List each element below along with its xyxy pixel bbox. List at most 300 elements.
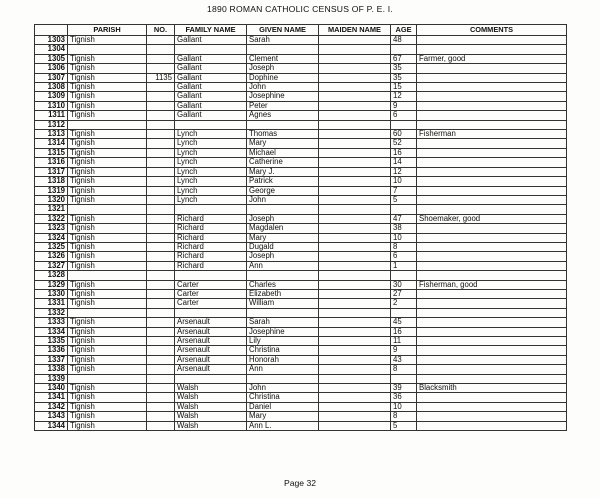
parish-cell: Tignish — [68, 318, 147, 327]
comments-cell — [417, 101, 567, 110]
no-cell — [147, 139, 175, 148]
row-number-cell: 1329 — [35, 280, 68, 289]
comments-cell — [417, 186, 567, 195]
maiden-name-cell — [319, 346, 391, 355]
family-name-cell: Lynch — [175, 195, 247, 204]
age-cell: 6 — [391, 111, 417, 120]
table-row — [35, 224, 567, 233]
comments-cell: Fisherman — [417, 130, 567, 139]
given-name-cell: George — [247, 186, 319, 195]
table-row — [35, 177, 567, 186]
no-cell — [147, 252, 175, 261]
no-cell — [147, 318, 175, 327]
family-name-cell: Lynch — [175, 177, 247, 186]
age-cell: 10 — [391, 177, 417, 186]
no-cell — [147, 233, 175, 242]
maiden-name-cell — [319, 421, 391, 430]
parish-cell: Tignish — [68, 365, 147, 374]
parish-cell: Tignish — [68, 195, 147, 204]
comments-cell — [417, 92, 567, 101]
age-cell: 9 — [391, 101, 417, 110]
given-name-cell — [247, 374, 319, 383]
maiden-name-cell — [319, 402, 391, 411]
no-cell — [147, 393, 175, 402]
family-name-cell: Walsh — [175, 393, 247, 402]
family-name-cell: Gallant — [175, 111, 247, 120]
comments-cell — [417, 252, 567, 261]
no-cell — [147, 205, 175, 214]
given-name-cell — [247, 120, 319, 129]
row-number-cell: 1342 — [35, 402, 68, 411]
no-cell — [147, 158, 175, 167]
age-cell: 7 — [391, 186, 417, 195]
row-number-cell: 1328 — [35, 271, 68, 280]
row-number-cell: 1315 — [35, 148, 68, 157]
maiden-name-cell — [319, 158, 391, 167]
table-row — [35, 83, 567, 92]
age-cell: 6 — [391, 252, 417, 261]
table-row — [35, 374, 567, 383]
given-name-cell: Dugald — [247, 242, 319, 251]
comments-cell — [417, 365, 567, 374]
no-cell — [147, 54, 175, 63]
col-header-comments: COMMENTS — [417, 25, 567, 36]
parish-cell: Tignish — [68, 64, 147, 73]
parish-cell: Tignish — [68, 177, 147, 186]
table-row — [35, 318, 567, 327]
given-name-cell — [247, 308, 319, 317]
family-name-cell — [175, 271, 247, 280]
comments-cell — [417, 393, 567, 402]
parish-cell: Tignish — [68, 73, 147, 82]
comments-cell — [417, 308, 567, 317]
given-name-cell: Ann — [247, 365, 319, 374]
family-name-cell — [175, 308, 247, 317]
comments-cell — [417, 289, 567, 298]
row-number-cell: 1333 — [35, 318, 68, 327]
comments-cell — [417, 337, 567, 346]
table-row — [35, 64, 567, 73]
family-name-cell: Gallant — [175, 101, 247, 110]
row-number-cell: 1332 — [35, 308, 68, 317]
maiden-name-cell — [319, 365, 391, 374]
table-row — [35, 111, 567, 120]
age-cell: 67 — [391, 54, 417, 63]
family-name-cell: Richard — [175, 224, 247, 233]
parish-cell — [68, 308, 147, 317]
age-cell: 11 — [391, 337, 417, 346]
comments-cell — [417, 148, 567, 157]
table-row — [35, 384, 567, 393]
row-number-cell: 1311 — [35, 111, 68, 120]
table-row — [35, 205, 567, 214]
row-number-cell: 1337 — [35, 355, 68, 364]
family-name-cell: Walsh — [175, 402, 247, 411]
census-table — [34, 24, 567, 431]
table-row — [35, 158, 567, 167]
parish-cell — [68, 205, 147, 214]
family-name-cell — [175, 45, 247, 54]
maiden-name-cell — [319, 54, 391, 63]
age-cell: 27 — [391, 289, 417, 298]
given-name-cell: Josephine — [247, 327, 319, 336]
family-name-cell: Carter — [175, 289, 247, 298]
age-cell: 8 — [391, 412, 417, 421]
family-name-cell — [175, 205, 247, 214]
table-row — [35, 54, 567, 63]
row-number-cell: 1322 — [35, 214, 68, 223]
row-number-cell: 1340 — [35, 384, 68, 393]
parish-cell: Tignish — [68, 130, 147, 139]
maiden-name-cell — [319, 83, 391, 92]
given-name-cell: Catherine — [247, 158, 319, 167]
maiden-name-cell — [319, 233, 391, 242]
maiden-name-cell — [319, 177, 391, 186]
no-cell — [147, 45, 175, 54]
comments-cell — [417, 195, 567, 204]
given-name-cell: Joseph — [247, 252, 319, 261]
age-cell: 48 — [391, 36, 417, 45]
comments-cell: Fisherman, good — [417, 280, 567, 289]
comments-cell: Shoemaker, good — [417, 214, 567, 223]
col-header-given-name: GIVEN NAME — [247, 25, 319, 36]
age-cell: 30 — [391, 280, 417, 289]
age-cell: 8 — [391, 242, 417, 251]
no-cell — [147, 83, 175, 92]
col-header-row-number — [35, 25, 68, 36]
maiden-name-cell — [319, 224, 391, 233]
age-cell: 2 — [391, 299, 417, 308]
given-name-cell: Daniel — [247, 402, 319, 411]
age-cell: 14 — [391, 158, 417, 167]
comments-cell — [417, 158, 567, 167]
comments-cell — [417, 402, 567, 411]
parish-cell: Tignish — [68, 337, 147, 346]
family-name-cell: Arsenault — [175, 327, 247, 336]
header-row — [35, 25, 567, 36]
no-cell — [147, 92, 175, 101]
no-cell — [147, 195, 175, 204]
no-cell — [147, 421, 175, 430]
age-cell — [391, 205, 417, 214]
row-number-cell: 1325 — [35, 242, 68, 251]
no-cell — [147, 261, 175, 270]
no-cell — [147, 120, 175, 129]
comments-cell — [417, 261, 567, 270]
parish-cell: Tignish — [68, 393, 147, 402]
given-name-cell — [247, 205, 319, 214]
col-header-maiden-name: MAIDEN NAME — [319, 25, 391, 36]
row-number-cell: 1314 — [35, 139, 68, 148]
table-row — [35, 186, 567, 195]
row-number-cell: 1335 — [35, 337, 68, 346]
age-cell: 35 — [391, 73, 417, 82]
no-cell — [147, 111, 175, 120]
family-name-cell: Walsh — [175, 384, 247, 393]
comments-cell — [417, 318, 567, 327]
parish-cell: Tignish — [68, 384, 147, 393]
family-name-cell: Richard — [175, 252, 247, 261]
given-name-cell: Mary J. — [247, 167, 319, 176]
given-name-cell — [247, 45, 319, 54]
age-cell: 8 — [391, 365, 417, 374]
given-name-cell: John — [247, 83, 319, 92]
maiden-name-cell — [319, 205, 391, 214]
given-name-cell: Mary — [247, 233, 319, 242]
given-name-cell: Magdalen — [247, 224, 319, 233]
given-name-cell: Honorah — [247, 355, 319, 364]
row-number-cell: 1336 — [35, 346, 68, 355]
family-name-cell: Gallant — [175, 92, 247, 101]
age-cell — [391, 271, 417, 280]
no-cell — [147, 64, 175, 73]
family-name-cell: Carter — [175, 299, 247, 308]
family-name-cell: Walsh — [175, 421, 247, 430]
given-name-cell: Dophine — [247, 73, 319, 82]
maiden-name-cell — [319, 412, 391, 421]
maiden-name-cell — [319, 64, 391, 73]
row-number-cell: 1304 — [35, 45, 68, 54]
comments-cell — [417, 205, 567, 214]
comments-cell — [417, 355, 567, 364]
family-name-cell: Walsh — [175, 412, 247, 421]
age-cell: 39 — [391, 384, 417, 393]
row-number-cell: 1313 — [35, 130, 68, 139]
parish-cell: Tignish — [68, 214, 147, 223]
family-name-cell: Gallant — [175, 83, 247, 92]
family-name-cell: Lynch — [175, 139, 247, 148]
row-number-cell: 1310 — [35, 101, 68, 110]
maiden-name-cell — [319, 355, 391, 364]
given-name-cell: Lily — [247, 337, 319, 346]
maiden-name-cell — [319, 214, 391, 223]
parish-cell: Tignish — [68, 224, 147, 233]
no-cell — [147, 186, 175, 195]
family-name-cell: Lynch — [175, 158, 247, 167]
row-number-cell: 1331 — [35, 299, 68, 308]
comments-cell — [417, 83, 567, 92]
given-name-cell: Sarah — [247, 318, 319, 327]
given-name-cell: Joseph — [247, 214, 319, 223]
table-row — [35, 337, 567, 346]
no-cell — [147, 242, 175, 251]
age-cell: 35 — [391, 64, 417, 73]
family-name-cell: Richard — [175, 233, 247, 242]
row-number-cell: 1316 — [35, 158, 68, 167]
age-cell: 38 — [391, 224, 417, 233]
no-cell — [147, 346, 175, 355]
no-cell: 1135 — [147, 73, 175, 82]
table-row — [35, 167, 567, 176]
family-name-cell: Richard — [175, 242, 247, 251]
family-name-cell: Arsenault — [175, 318, 247, 327]
family-name-cell — [175, 120, 247, 129]
maiden-name-cell — [319, 45, 391, 54]
given-name-cell: Christina — [247, 393, 319, 402]
age-cell — [391, 45, 417, 54]
maiden-name-cell — [319, 242, 391, 251]
maiden-name-cell — [319, 318, 391, 327]
parish-cell: Tignish — [68, 355, 147, 364]
maiden-name-cell — [319, 337, 391, 346]
maiden-name-cell — [319, 308, 391, 317]
age-cell: 36 — [391, 393, 417, 402]
table-row — [35, 233, 567, 242]
maiden-name-cell — [319, 186, 391, 195]
row-number-cell: 1319 — [35, 186, 68, 195]
family-name-cell: Arsenault — [175, 365, 247, 374]
table-row — [35, 280, 567, 289]
parish-cell: Tignish — [68, 158, 147, 167]
no-cell — [147, 177, 175, 186]
comments-cell — [417, 120, 567, 129]
table-row — [35, 36, 567, 45]
family-name-cell: Richard — [175, 214, 247, 223]
row-number-cell: 1344 — [35, 421, 68, 430]
comments-cell — [417, 271, 567, 280]
parish-cell: Tignish — [68, 83, 147, 92]
no-cell — [147, 327, 175, 336]
no-cell — [147, 374, 175, 383]
family-name-cell: Arsenault — [175, 337, 247, 346]
row-number-cell: 1330 — [35, 289, 68, 298]
maiden-name-cell — [319, 299, 391, 308]
maiden-name-cell — [319, 374, 391, 383]
comments-cell — [417, 299, 567, 308]
parish-cell: Tignish — [68, 139, 147, 148]
col-header-parish: PARISH — [68, 25, 147, 36]
table-row — [35, 195, 567, 204]
age-cell: 12 — [391, 167, 417, 176]
table-row — [35, 412, 567, 421]
given-name-cell: Peter — [247, 101, 319, 110]
parish-cell: Tignish — [68, 92, 147, 101]
no-cell — [147, 36, 175, 45]
row-number-cell: 1320 — [35, 195, 68, 204]
parish-cell — [68, 271, 147, 280]
given-name-cell: Mary — [247, 412, 319, 421]
maiden-name-cell — [319, 148, 391, 157]
page-title: 1890 ROMAN CATHOLIC CENSUS OF P. E. I. — [207, 4, 393, 14]
family-name-cell: Lynch — [175, 186, 247, 195]
no-cell — [147, 384, 175, 393]
comments-cell — [417, 111, 567, 120]
no-cell — [147, 271, 175, 280]
age-cell: 16 — [391, 327, 417, 336]
age-cell: 15 — [391, 83, 417, 92]
maiden-name-cell — [319, 384, 391, 393]
no-cell — [147, 402, 175, 411]
family-name-cell — [175, 374, 247, 383]
maiden-name-cell — [319, 261, 391, 270]
maiden-name-cell — [319, 252, 391, 261]
table-row — [35, 120, 567, 129]
table-row — [35, 393, 567, 402]
comments-cell — [417, 327, 567, 336]
age-cell — [391, 120, 417, 129]
table-row — [35, 299, 567, 308]
row-number-cell: 1338 — [35, 365, 68, 374]
comments-cell — [417, 233, 567, 242]
row-number-cell: 1323 — [35, 224, 68, 233]
parish-cell: Tignish — [68, 54, 147, 63]
row-number-cell: 1309 — [35, 92, 68, 101]
page-number: Page 32 — [283, 478, 317, 488]
given-name-cell: Clement — [247, 54, 319, 63]
age-cell: 60 — [391, 130, 417, 139]
maiden-name-cell — [319, 36, 391, 45]
given-name-cell: Ann L. — [247, 421, 319, 430]
table-row — [35, 92, 567, 101]
col-header-age: AGE — [391, 25, 417, 36]
comments-cell — [417, 73, 567, 82]
age-cell: 9 — [391, 346, 417, 355]
table-row — [35, 421, 567, 430]
parish-cell: Tignish — [68, 421, 147, 430]
given-name-cell: Thomas — [247, 130, 319, 139]
table-row — [35, 148, 567, 157]
row-number-cell: 1312 — [35, 120, 68, 129]
age-cell: 1 — [391, 261, 417, 270]
maiden-name-cell — [319, 393, 391, 402]
maiden-name-cell — [319, 92, 391, 101]
no-cell — [147, 299, 175, 308]
maiden-name-cell — [319, 271, 391, 280]
row-number-cell: 1321 — [35, 205, 68, 214]
parish-cell: Tignish — [68, 167, 147, 176]
age-cell — [391, 374, 417, 383]
no-cell — [147, 365, 175, 374]
table-row — [35, 365, 567, 374]
family-name-cell: Gallant — [175, 36, 247, 45]
comments-cell — [417, 346, 567, 355]
no-cell — [147, 308, 175, 317]
parish-cell — [68, 45, 147, 54]
row-number-cell: 1307 — [35, 73, 68, 82]
given-name-cell: Josephine — [247, 92, 319, 101]
age-cell — [391, 308, 417, 317]
row-number-cell: 1334 — [35, 327, 68, 336]
given-name-cell: Patrick — [247, 177, 319, 186]
age-cell: 10 — [391, 402, 417, 411]
parish-cell: Tignish — [68, 101, 147, 110]
parish-cell — [68, 374, 147, 383]
age-cell: 16 — [391, 148, 417, 157]
parish-cell — [68, 120, 147, 129]
no-cell — [147, 167, 175, 176]
col-header-family-name: FAMILY NAME — [175, 25, 247, 36]
table-row — [35, 130, 567, 139]
table-row — [35, 289, 567, 298]
no-cell — [147, 101, 175, 110]
row-number-cell: 1317 — [35, 167, 68, 176]
comments-cell: Farmer, good — [417, 54, 567, 63]
table-row — [35, 261, 567, 270]
age-cell: 43 — [391, 355, 417, 364]
table-row — [35, 327, 567, 336]
row-number-cell: 1308 — [35, 83, 68, 92]
family-name-cell: Lynch — [175, 130, 247, 139]
comments-cell — [417, 64, 567, 73]
maiden-name-cell — [319, 139, 391, 148]
table-row — [35, 271, 567, 280]
given-name-cell: Ann — [247, 261, 319, 270]
parish-cell: Tignish — [68, 289, 147, 298]
family-name-cell: Lynch — [175, 148, 247, 157]
maiden-name-cell — [319, 120, 391, 129]
row-number-cell: 1339 — [35, 374, 68, 383]
parish-cell: Tignish — [68, 280, 147, 289]
